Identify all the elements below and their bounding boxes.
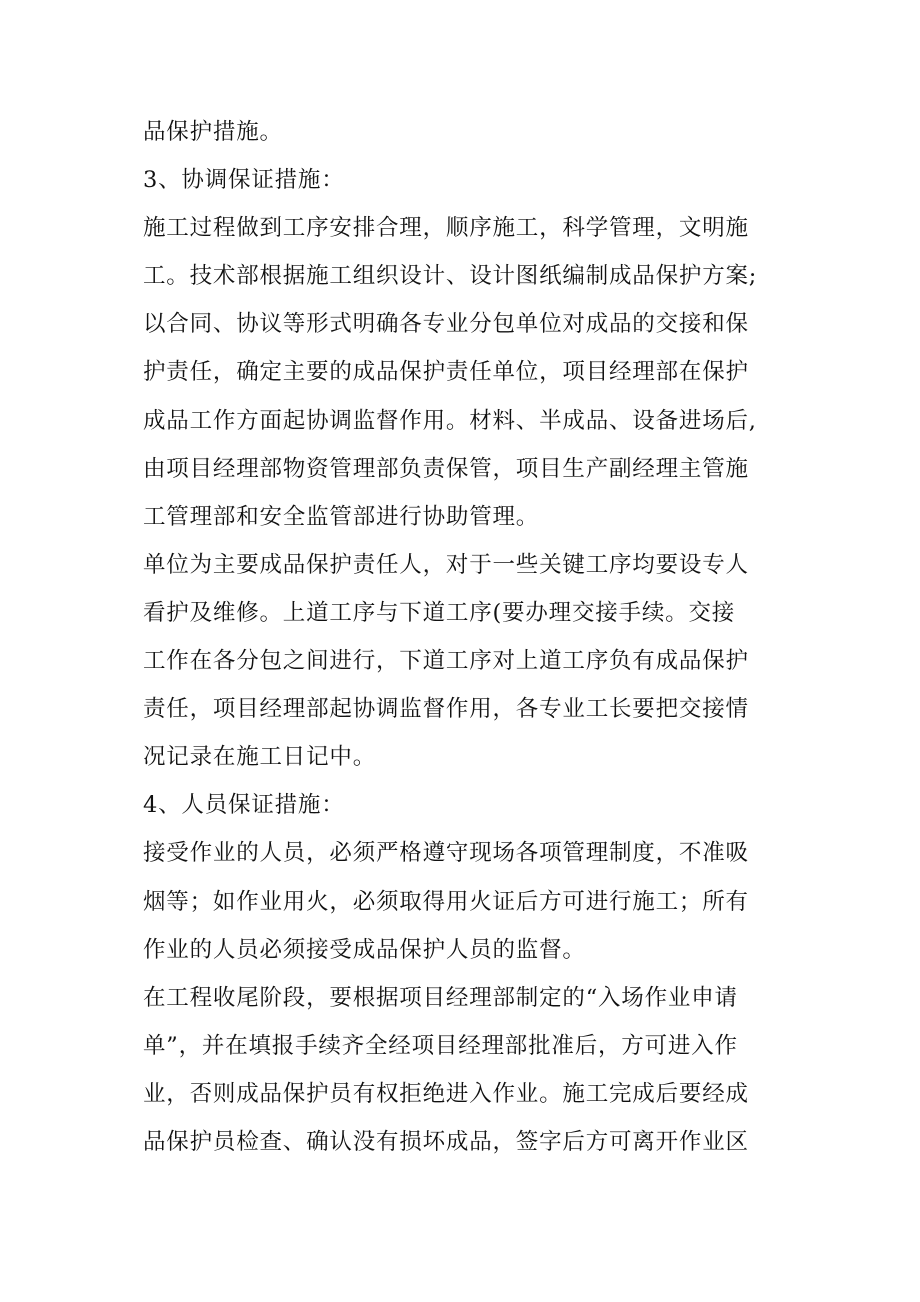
text-line: 品保护员检查、确认没有损坏成品，签字后方可离开作业区 [143,1128,749,1155]
text-line: 护责任，确定主要的成品保护责任单位，项目经理部在保护 [143,359,749,386]
text-line: 接受作业的人员，必须严格遵守现场各项管理制度，不准吸 [143,840,749,867]
text-line: 业，否则成品保护员有权拒绝进入作业。施工完成后要经成 [143,1080,749,1107]
text-line: 由项目经理部物资管理部负责保管，项目生产副经理主管施 [143,455,749,482]
section-heading: 4、人员保证措施： [143,792,345,819]
text-line: 工管理部和安全监管部进行协助管理。 [143,503,540,530]
text-line: 单位为主要成品保护责任人，对于一些关键工序均要设专人 [143,551,749,578]
section-heading: 3、协调保证措施： [143,167,345,194]
text-line: 看护及维修。上道工序与下道工序(要办理交接手续。交接 [143,599,736,626]
text-line: 况记录在施工日记中。 [143,744,377,771]
text-line: 单”，并在填报手续齐全经项目经理部批准后，方可进入作 [143,1032,738,1059]
text-line: 责任，项目经理部起协调监督作用，各专业工长要把交接情 [143,696,749,723]
document-body [143,108,783,1166]
text-line: 品保护措施。 [143,119,283,145]
text-line: 工作在各分包之间进行，下道工序对上道工序负有成品保护 [143,648,749,675]
text-line: 施工过程做到工序安排合理，顺序施工，科学管理，文明施 [143,215,749,242]
text-line: 以合同、协议等形式明确各专业分包单位对成品的交接和保 [143,311,749,338]
text-line: 在工程收尾阶段，要根据项目经理部制定的“入场作业申请 [143,984,738,1011]
text-line: 烟等；如作业用火，必须取得用火证后方可进行施工；所有 [143,888,749,915]
text-line: 作业的人员必须接受成品保护人员的监督。 [143,936,586,963]
text-line: 成品工作方面起协调监督作用。材料、半成品、设备进场后, [143,407,757,434]
text-line: 工。技术部根据施工组织设计、设计图纸编制成品保护方案; [143,263,758,290]
